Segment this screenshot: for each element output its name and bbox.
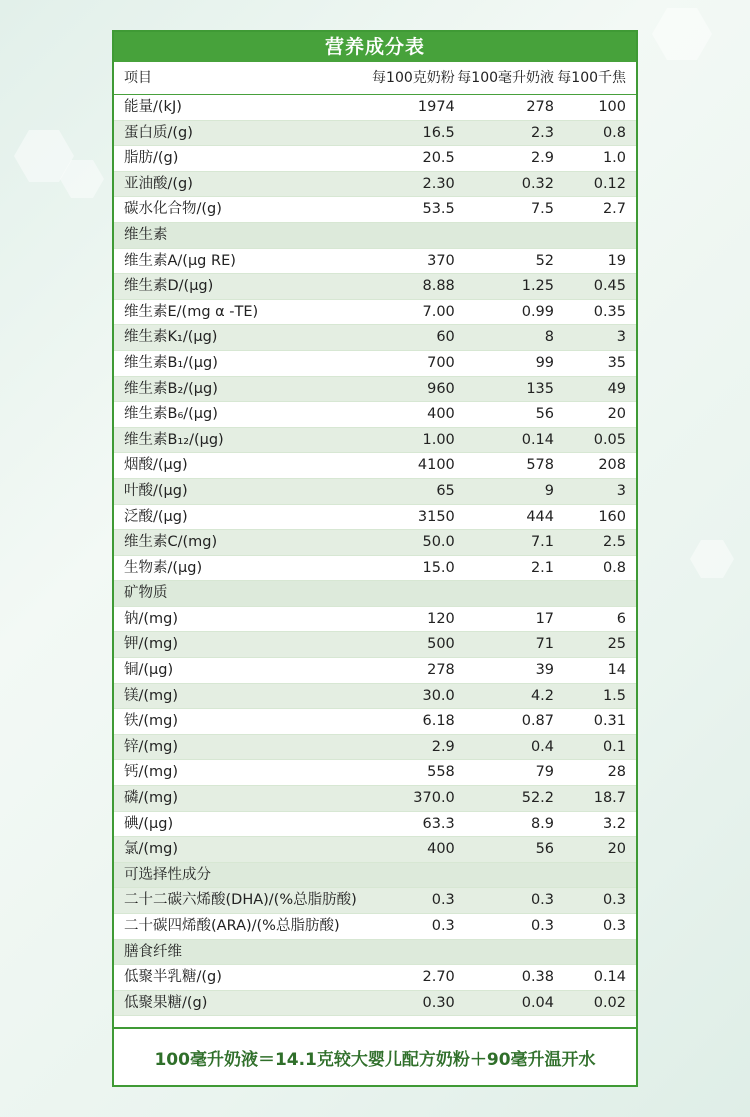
row-name: 铁/(mg) [124,713,179,730]
value-per-100g: 30.0 [422,687,455,704]
table-row [114,249,636,275]
row-name: 维生素B₂/(μg) [124,380,218,397]
value-per-100kj: 3 [616,482,627,499]
value-per-100g: 0.3 [431,918,455,934]
table-row [114,428,636,454]
value-per-100g: 500 [427,636,455,653]
value-per-100g [363,581,454,606]
value-per-100kj: 1.0 [602,150,627,167]
value-per-100kj: 20 [607,841,627,858]
value-per-100g [363,863,454,888]
value-per-100ml: 52 [535,252,555,269]
value-per-100ml: 0.38 [521,969,555,986]
value-per-100g: 1.00 [422,431,455,448]
value-per-100ml: 578 [526,457,555,474]
value-per-100kj: 35 [607,354,627,371]
table-row [114,735,636,761]
row-name: 维生素E/(mg α -TE) [124,303,259,320]
value-per-100ml: 8 [544,329,555,346]
row-name: 维生素K₁/(μg) [124,329,218,346]
table-row [114,172,636,198]
value-per-100g: 1974 [417,99,455,115]
table-row [114,607,636,633]
table-body [114,95,636,1016]
value-per-100ml: 0.32 [521,175,555,192]
value-per-100kj: 0.14 [593,969,627,986]
value-per-100kj [554,581,636,606]
row-name: 蛋白质/(g) [124,124,193,141]
value-per-100ml [455,940,554,965]
value-per-100ml: 0.3 [530,918,555,934]
value-per-100ml: 0.87 [521,713,555,730]
value-per-100kj: 0.3 [602,892,627,909]
value-per-100g: 120 [427,610,455,627]
value-per-100kj: 0.05 [593,431,627,448]
value-per-100ml: 7.5 [530,201,555,218]
value-per-100g: 400 [427,406,455,423]
value-per-100ml: 7.1 [530,534,555,551]
value-per-100kj: 25 [607,636,627,653]
table-row [114,402,636,428]
row-name: 低聚果糖/(g) [124,994,208,1011]
value-per-100ml: 39 [535,662,555,679]
value-per-100ml: 9 [544,482,555,499]
value-per-100kj [554,223,636,248]
value-per-100kj: 6 [616,610,627,627]
table-row [114,658,636,684]
row-name: 泛酸/(μg) [124,508,188,525]
value-per-100g: 15.0 [422,559,455,576]
value-per-100ml: 99 [535,354,555,371]
value-per-100kj: 0.8 [602,559,627,576]
value-per-100ml: 52.2 [521,790,555,807]
value-per-100g: 60 [436,329,455,346]
value-per-100ml [455,581,554,606]
value-per-100ml: 71 [535,636,555,653]
row-name: 碳水化合物/(g) [124,201,222,218]
value-per-100kj: 0.45 [593,278,627,295]
value-per-100kj: 2.5 [602,534,627,551]
value-per-100ml: 135 [526,380,555,397]
value-per-100ml: 2.1 [530,559,555,576]
footer-note: 100毫升奶液＝14.1克较大婴儿配方奶粉＋90毫升温开水 [114,1027,636,1085]
table-row [114,325,636,351]
row-name: 膳食纤维 [124,943,182,960]
value-per-100g: 8.88 [422,278,455,295]
row-name: 能量/(kJ) [124,99,182,115]
value-per-100kj: 3 [616,329,627,346]
row-name: 维生素B₁₂/(μg) [124,431,224,448]
table-title: 营养成分表 [114,32,636,62]
table-row [114,479,636,505]
row-name: 维生素D/(μg) [124,278,214,295]
row-name: 锌/(mg) [124,738,179,755]
section-header-row [114,863,636,889]
row-name: 碘/(μg) [124,815,174,832]
value-per-100kj: 0.12 [593,175,627,192]
value-per-100ml: 0.3 [530,892,555,909]
value-per-100kj: 160 [598,508,627,525]
value-per-100g: 700 [427,354,455,371]
row-name: 亚油酸/(g) [124,175,193,192]
value-per-100g: 53.5 [422,201,455,218]
value-per-100ml: 1.25 [521,278,555,295]
table-row [114,684,636,710]
value-per-100g: 370.0 [413,790,455,807]
value-per-100ml: 56 [535,841,555,858]
value-per-100g [363,940,454,965]
column-header-row [114,62,636,95]
value-per-100g [363,223,454,248]
value-per-100g: 20.5 [422,150,455,167]
value-per-100kj: 49 [607,380,627,397]
section-header-row [114,581,636,607]
row-name: 钠/(mg) [124,610,179,627]
value-per-100g: 370 [427,252,455,269]
column-header-item: 项目 [124,70,152,86]
value-per-100g: 2.30 [422,175,455,192]
value-per-100ml: 0.14 [521,431,555,448]
nutrition-table [112,30,638,1087]
value-per-100ml: 278 [526,99,555,115]
value-per-100g: 400 [427,841,455,858]
table-row [114,351,636,377]
table-row [114,274,636,300]
value-per-100kj: 18.7 [593,790,627,807]
value-per-100kj: 2.7 [602,201,627,218]
table-row [114,505,636,531]
row-name: 铜/(μg) [124,662,174,679]
table-row [114,709,636,735]
value-per-100ml: 8.9 [530,815,555,832]
value-per-100g: 0.3 [431,892,455,909]
value-per-100ml: 0.99 [521,303,555,320]
section-header-row [114,940,636,966]
table-row [114,453,636,479]
value-per-100g: 16.5 [422,124,455,141]
table-row [114,530,636,556]
value-per-100ml: 0.4 [530,738,555,755]
row-name: 二十二碳六烯酸(DHA)/(%总脂肪酸) [124,892,357,909]
value-per-100kj: 28 [607,764,627,781]
table-row [114,121,636,147]
value-per-100kj [554,863,636,888]
value-per-100ml: 0.04 [521,994,555,1011]
value-per-100g: 2.9 [431,738,455,755]
table-row [114,95,636,121]
value-per-100g: 2.70 [422,969,455,986]
row-name: 低聚半乳糖/(g) [124,969,222,986]
table-row [114,197,636,223]
column-header-per-100kj: 每100千焦 [557,70,627,86]
value-per-100g: 50.0 [422,534,455,551]
value-per-100g: 960 [427,380,455,397]
table-row [114,965,636,991]
table-row [114,786,636,812]
column-header-per-100ml: 每100毫升奶液 [457,70,555,86]
value-per-100ml: 2.3 [530,124,555,141]
value-per-100g: 278 [427,662,455,679]
row-name: 维生素B₁/(μg) [124,354,218,371]
value-per-100kj: 0.02 [593,994,627,1011]
value-per-100ml: 4.2 [530,687,555,704]
value-per-100kj: 3.2 [602,815,627,832]
table-row [114,914,636,940]
row-name: 脂肪/(g) [124,150,179,167]
row-name: 维生素C/(mg) [124,534,218,551]
value-per-100kj: 14 [607,662,627,679]
table-row [114,991,636,1017]
value-per-100kj: 100 [598,99,627,115]
table-row [114,888,636,914]
row-name: 钙/(mg) [124,764,179,781]
table-row [114,632,636,658]
row-name: 生物素/(μg) [124,559,203,576]
column-header-per-100g: 每100克奶粉 [372,70,455,86]
row-name: 氯/(mg) [124,841,179,858]
row-name: 矿物质 [124,585,168,602]
row-name: 镁/(mg) [124,687,179,704]
table-row [114,300,636,326]
table-row [114,760,636,786]
value-per-100kj: 208 [598,457,627,474]
value-per-100g: 65 [436,482,455,499]
value-per-100kj: 0.1 [602,738,627,755]
value-per-100g: 4100 [417,457,455,474]
table-row [114,146,636,172]
value-per-100kj: 19 [607,252,627,269]
row-name: 维生素 [124,226,168,243]
value-per-100ml [455,863,554,888]
table-row [114,812,636,838]
section-header-row [114,223,636,249]
value-per-100kj: 1.5 [602,687,627,704]
value-per-100g: 63.3 [422,815,455,832]
value-per-100g: 558 [427,764,455,781]
value-per-100kj: 0.3 [602,918,627,934]
value-per-100g: 6.18 [422,713,455,730]
row-name: 维生素A/(μg RE) [124,252,236,269]
value-per-100kj: 0.31 [593,713,627,730]
value-per-100ml: 444 [526,508,555,525]
row-name: 钾/(mg) [124,636,179,653]
row-name: 可选择性成分 [124,866,211,883]
value-per-100ml: 79 [535,764,555,781]
row-name: 烟酸/(μg) [124,457,188,474]
table-row [114,837,636,863]
value-per-100g: 3150 [417,508,455,525]
value-per-100g: 0.30 [422,994,455,1011]
value-per-100g: 7.00 [422,303,455,320]
value-per-100ml [455,223,554,248]
value-per-100ml: 56 [535,406,555,423]
row-name: 磷/(mg) [124,790,179,807]
value-per-100kj: 0.35 [593,303,627,320]
value-per-100kj [554,940,636,965]
value-per-100kj: 20 [607,406,627,423]
row-name: 叶酸/(μg) [124,482,188,499]
table-row [114,556,636,582]
row-name: 维生素B₆/(μg) [124,406,218,423]
row-name: 二十碳四烯酸(ARA)/(%总脂肪酸) [124,918,340,934]
value-per-100ml: 2.9 [530,150,555,167]
table-row [114,377,636,403]
value-per-100ml: 17 [535,610,555,627]
value-per-100kj: 0.8 [602,124,627,141]
